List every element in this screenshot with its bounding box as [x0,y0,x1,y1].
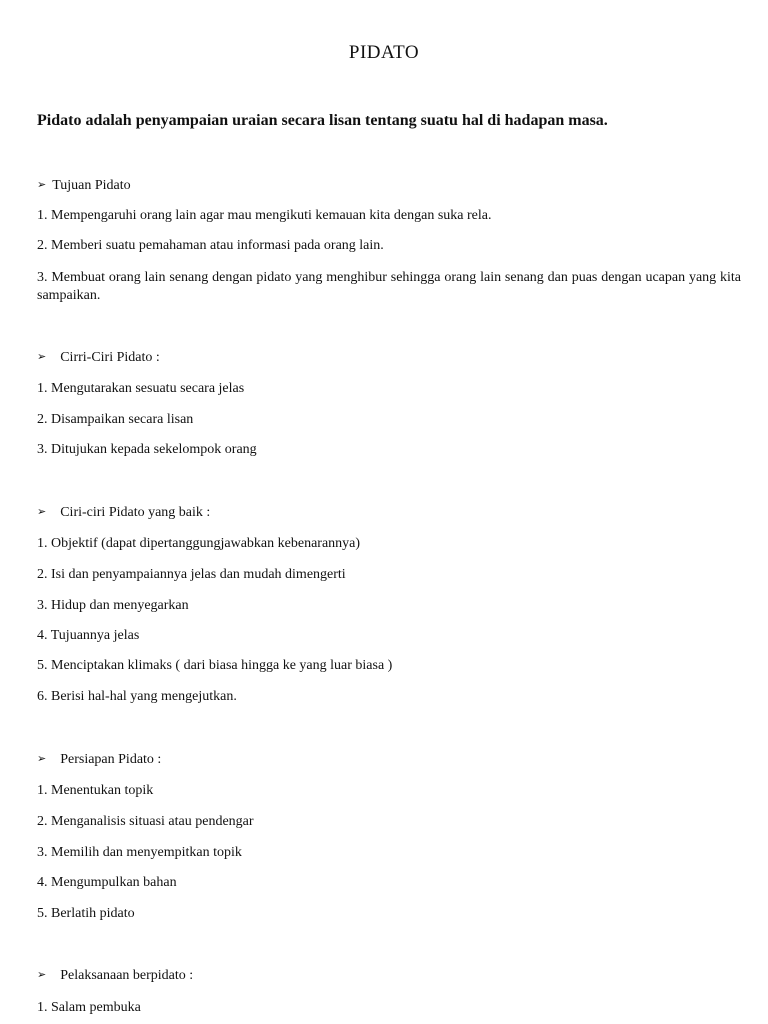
section-heading-label: Ciri-ciri Pidato yang baik : [60,505,211,520]
section-heading-tujuan [37,178,131,194]
list-item: 5. Menciptakan klimaks ( dari biasa hingga ke yang luar biasa ) [37,658,393,673]
list-item: 1. Mengutarakan sesuatu secara jelas [37,381,245,396]
list-item: 1. Menentukan topik [37,783,154,798]
list-item: 2. Memberi suatu pemahaman atau informasi pada orang lain. [37,238,384,253]
arrow-bullet-icon: ➢ [37,505,47,518]
arrow-bullet-icon: ➢ [37,968,47,981]
list-item: 3. Hidup dan menyegarkan [37,598,189,613]
section-heading-label: Pelaksanaan berpidato : [60,968,194,983]
arrow-bullet-icon: ➢ [37,752,47,765]
page-title: PIDATO [348,42,420,63]
list-item: 2. Disampaikan secara lisan [37,412,194,427]
section-heading-ciri [37,350,160,366]
section-heading-label: Cirri-Ciri Pidato : [60,350,160,365]
section-heading-label: Persiapan Pidato : [60,752,162,767]
section-heading-label: Tujuan Pidato [52,178,131,193]
list-item: 3. Membuat orang lain senang dengan pidato yang menghibur sehingga orang lain senang dan puas dengan ucapan yang kita sampaikan. [37,270,741,303]
section-heading-ciri-baik [37,505,210,521]
list-item: 3. Ditujukan kepada sekelompok orang [37,442,257,457]
list-item: 4. Tujuannya jelas [37,628,140,643]
list-item: 5. Berlatih pidato [37,906,135,921]
arrow-bullet-icon: ➢ [37,178,47,191]
list-item: 2. Menganalisis situasi atau pendengar [37,814,254,829]
list-item: 1. Salam pembuka [37,1000,141,1015]
definition-text: Pidato adalah penyampaian uraian secara lisan tentang suatu hal di hadapan masa. [37,112,608,129]
list-item: 1. Mempengaruhi orang lain agar mau mengikuti kemauan kita dengan suka rela. [37,208,492,223]
list-item: 4. Mengumpulkan bahan [37,875,177,890]
list-item: 2. Isi dan penyampaiannya jelas dan mudah dimengerti [37,567,346,582]
section-heading-pelaksanaan [37,968,193,984]
list-item: 6. Berisi hal-hal yang mengejutkan. [37,689,237,704]
list-item: 1. Objektif (dapat dipertanggungjawabkan kebenarannya) [37,536,361,551]
section-heading-persiapan [37,752,161,768]
list-item: 3. Memilih dan menyempitkan topik [37,845,242,860]
arrow-bullet-icon: ➢ [37,350,47,363]
